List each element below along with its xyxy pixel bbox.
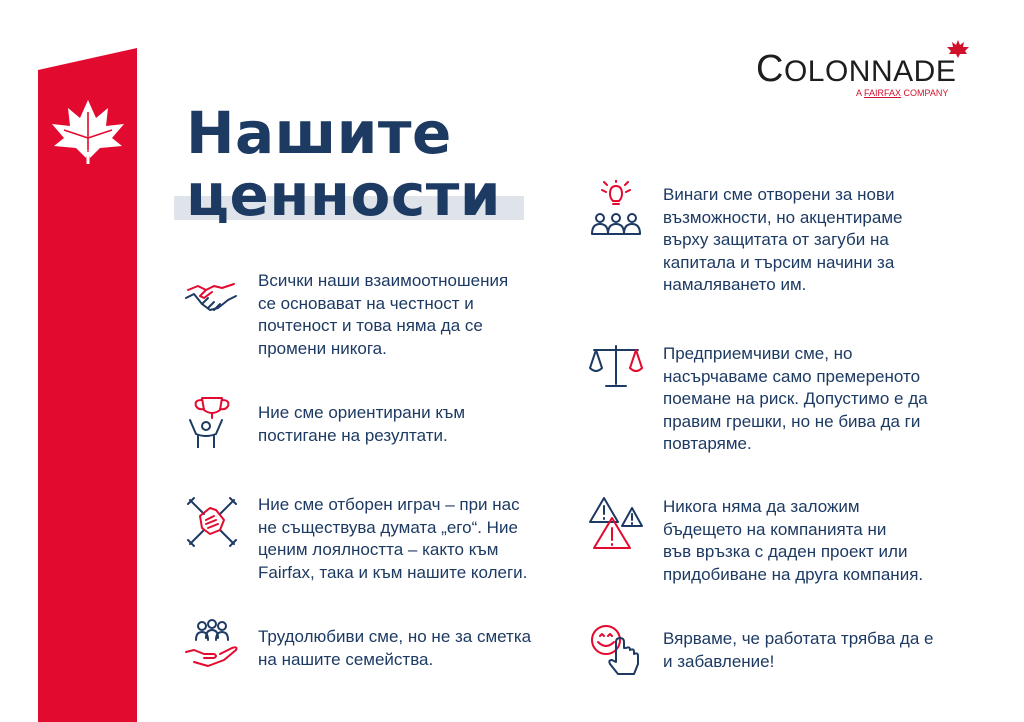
title-line-1: Нашите [186,99,452,167]
smiley-touch-icon [588,622,644,678]
scales-icon [588,340,644,396]
warning-signs-icon [588,496,644,552]
value-text: Ние сме ориентирани към постигане на резултати. [258,403,466,445]
logo-maple-leaf-icon [946,40,970,58]
logo-tagline: A FAIRFAX COMPANY [856,88,949,98]
colonnade-logo [756,40,976,100]
value-text: Винаги сме отворени за нови възможности, но акцентираме върху защитата от загуби на капитала и търсим начини за намаляването им. [663,185,903,294]
idea-team-icon [588,180,644,236]
maple-leaf-icon [50,98,126,166]
page-title [186,99,501,229]
logo-wordmark: COLONNADE [756,48,957,90]
value-text: Вярваме, че работата трябва да е и забавление! [663,629,934,671]
value-text: Никога няма да заложим бъдещето на компанията ни във връзка с даден проект или придобиване на друга компания. [663,497,924,584]
handshake-icon [184,268,240,324]
value-text: Ние сме отборен играч – при нас не съществува думата „его“. Ние ценим лоялността – както към Fairfax, така и към нашите колеги. [258,495,528,582]
value-text: Предприемчиви сме, но насърчаваме само премереното поемане на риск. Допустимо е да правим грешки, но не бива да ги повтаряме. [663,344,928,453]
team-hands-icon [184,494,240,550]
trophy-person-icon [184,392,240,448]
value-text: Трудолюбиви сме, но не за сметка на нашите семейства. [258,627,532,669]
care-hand-people-icon [184,618,240,674]
title-line-2: ценности [186,161,501,229]
value-text: Всички наши взаимоотношения се основават на честност и почтеност и това няма да се промени никога. [258,271,509,358]
